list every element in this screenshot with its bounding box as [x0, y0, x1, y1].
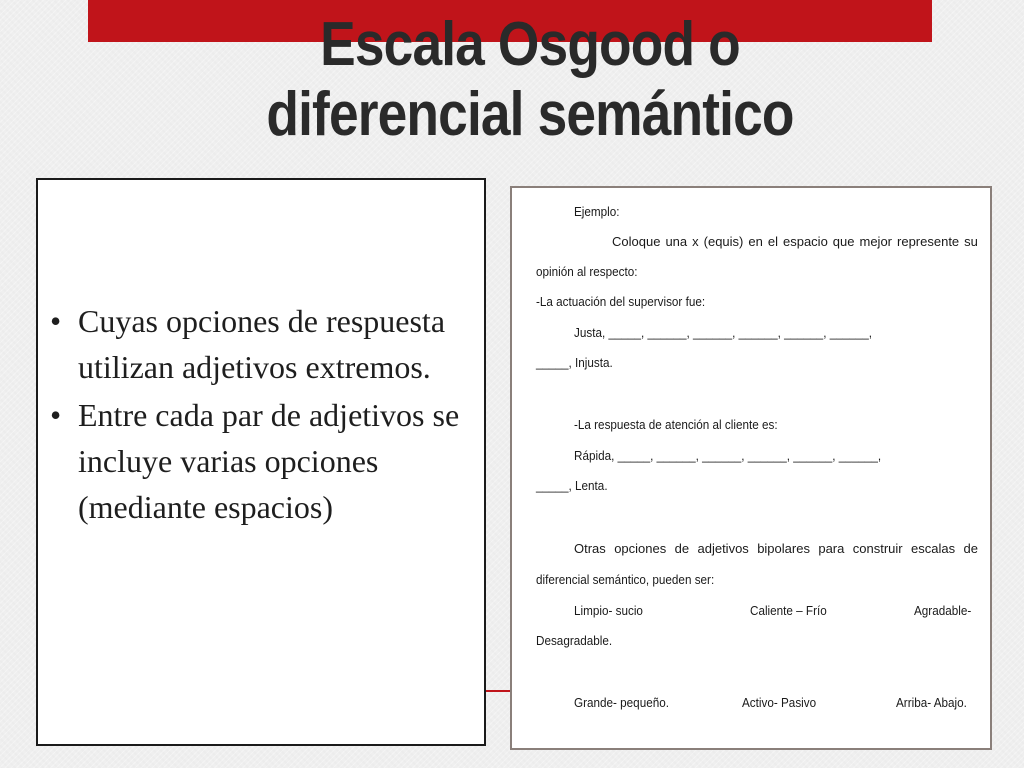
others-word: bipolares — [757, 541, 810, 556]
others-word: opciones — [614, 541, 667, 556]
bullet-item — [46, 298, 476, 390]
instruction-word: su — [964, 234, 978, 249]
others-line-2: diferencial semántico, pueden ser: — [536, 572, 715, 587]
bullet-text: Cuyas opciones de respuesta utilizan adjetivos extremos. — [78, 303, 446, 385]
others-word: de — [963, 541, 978, 556]
others-word: adjetivos — [697, 541, 749, 556]
bullet-panel — [36, 178, 486, 746]
adjective-pair: Arriba- Abajo. — [896, 695, 967, 710]
example-document-image — [510, 186, 992, 750]
item-2-left-adjective: Rápida, — [574, 448, 615, 463]
instruction-word: que — [832, 234, 855, 249]
example-heading: Ejemplo: — [574, 204, 620, 219]
slide-title-line-2: diferencial semántico — [266, 80, 794, 149]
others-word: escalas — [911, 541, 956, 556]
bullet-item — [46, 392, 476, 530]
instruction-word: (equis) — [703, 234, 744, 249]
adjective-pair: Grande- pequeño. — [574, 695, 669, 710]
adjective-pair: Agradable- — [914, 603, 972, 618]
item-2-prompt: -La respuesta de atención al cliente es: — [574, 417, 778, 432]
instruction-word: mejor — [859, 234, 893, 249]
instruction-word: una — [665, 234, 688, 249]
item-2-scale — [574, 448, 881, 463]
instruction-word: Coloque — [612, 234, 661, 249]
item-2-blanks: _____, ______, ______, ______, ______, ______, — [617, 448, 882, 463]
instruction-word: el — [767, 234, 778, 249]
bullet-list — [46, 298, 476, 532]
adjective-pair: Caliente – Frío — [750, 603, 827, 618]
adjective-pair-continuation: Desagradable. — [536, 633, 613, 648]
item-1-left-adjective: Justa, — [574, 325, 606, 340]
instruction-line-1 — [612, 234, 978, 249]
item-2-right-adjective: _____, Lenta. — [536, 478, 608, 493]
slide-title — [177, 10, 882, 150]
item-1-scale — [574, 325, 872, 340]
others-word: Otras — [574, 541, 606, 556]
adjective-pair: Activo- Pasivo — [742, 695, 817, 710]
example-document — [512, 188, 990, 748]
bullet-text: Entre cada par de adjetivos se incluye varias opciones (mediante espacios) — [78, 397, 460, 525]
instruction-word: en — [748, 234, 763, 249]
others-line-1 — [574, 541, 978, 556]
adjective-pair: Limpio- sucio — [574, 603, 643, 618]
bullet-dot-icon: • — [50, 397, 62, 433]
instruction-word: x — [692, 234, 699, 249]
item-1-blanks: _____, ______, ______, ______, ______, ______, — [608, 325, 872, 340]
slide-title-line-1: Escala Osgood o — [320, 10, 740, 79]
instruction-line-2: opinión al respecto: — [536, 264, 638, 279]
others-word: para — [818, 541, 845, 556]
others-word: de — [674, 541, 690, 556]
instruction-word: espacio — [782, 234, 828, 249]
others-word: construir — [852, 541, 903, 556]
instruction-word: represente — [897, 234, 960, 249]
item-1-prompt: -La actuación del supervisor fue: — [536, 294, 706, 309]
item-1-right-adjective: _____, Injusta. — [536, 355, 613, 370]
bullet-dot-icon: • — [50, 303, 62, 339]
